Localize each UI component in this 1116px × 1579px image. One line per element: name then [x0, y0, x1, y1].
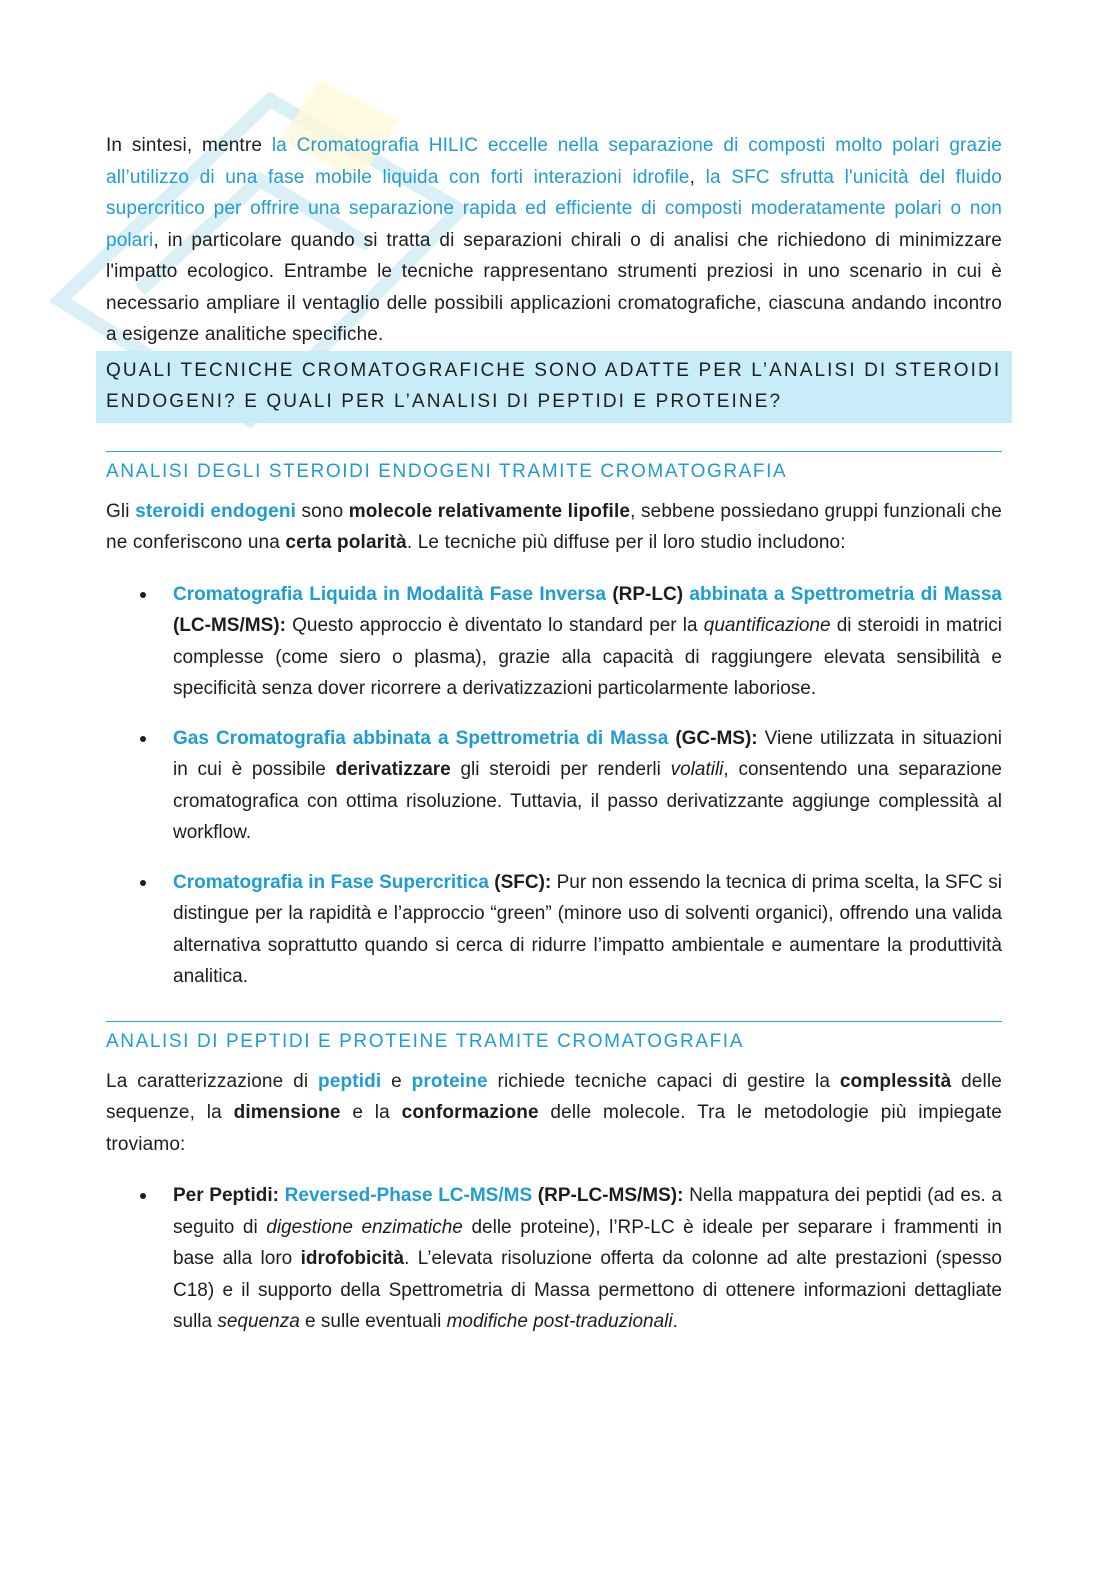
- peptides-intro-paragraph: [106, 1066, 1002, 1161]
- text-run: peptidi: [317, 1070, 382, 1092]
- text-run: Cromatografia Liquida in Modalità Fase Inversa: [173, 583, 606, 605]
- text-run: (GC-MS):: [668, 727, 758, 749]
- list-item: [106, 1180, 1002, 1338]
- text-run: molecole relativamente lipofile: [348, 500, 631, 522]
- text-run: la SFC sfrutta l'unicità del fluido supercritico per offrire una separazione rapida ed efficiente di composti moderatamente polari o non polari: [106, 166, 1003, 251]
- bullet-dot-icon: [140, 736, 146, 742]
- text-run: (LC-MS/MS):: [173, 615, 286, 636]
- text-run: Nella mappatura dei peptidi (ad es. a seguito di: [173, 1185, 1002, 1238]
- text-run: dimensione: [233, 1102, 341, 1123]
- text-run: richiede tecniche capaci di gestire la: [487, 1070, 840, 1092]
- text-run: volatili: [670, 759, 724, 780]
- text-run: derivatizzare: [335, 759, 451, 780]
- text-run: , sebbene possiedano gruppi funzionali che ne conferiscono una: [106, 500, 1002, 553]
- text-run: , in particolare quando si tratta di separazioni chirali o di analisi che richiedono di minimizzare l'impatto ecologico. Entrambe le tecniche rappresentano strumenti preziosi in uno scenario in cui è necessario ampliare il ventaglio delle possibili applicazioni cromatografiche, ciascuna andando incontro a esigenze analitiche specifiche.: [106, 229, 1002, 345]
- text-run: Gli: [106, 500, 136, 522]
- text-run: delle molecole. Tra le metodologie più impiegate troviamo:: [106, 1102, 1002, 1155]
- bullet-dot-icon: [140, 1193, 146, 1199]
- text-run: proteine: [411, 1070, 488, 1092]
- text-run: di steroidi in matrici complesse (come siero o plasma), grazie alla capacità di raggiungere elevata sensibilità e specificità senza dover ricorrere a derivatizzazioni particolarmente laboriose.: [173, 615, 1003, 699]
- text-run: e: [381, 1070, 412, 1092]
- text-run: Reversed-Phase LC-MS/MS: [284, 1185, 533, 1206]
- text-run: Cromatografia in Fase Supercritica: [173, 871, 489, 893]
- steroids-intro-paragraph: [106, 496, 1002, 559]
- text-run: certa polarità: [285, 532, 407, 553]
- text-run: complessità: [839, 1070, 952, 1092]
- text-run: Viene utilizzata in situazioni in cui è possibile: [173, 727, 1002, 780]
- list-item-text: [173, 723, 1002, 849]
- text-run: la Cromatografia HILIC eccelle nella separazione di composti molto polari grazie all’utilizzo di una fase mobile liquida con forti interazioni idrofile: [106, 135, 1002, 188]
- text-run: e sulle eventuali: [299, 1311, 447, 1332]
- text-run: (SFC):: [488, 871, 552, 893]
- text-run: Questo approccio è diventato lo standard per la: [285, 615, 704, 636]
- list-item-text: [173, 867, 1002, 993]
- text-run: quantificazione: [703, 615, 831, 636]
- list-item: [106, 867, 1002, 993]
- bullet-dot-icon: [140, 592, 146, 598]
- peptides-technique-list: [106, 1180, 1002, 1338]
- steroids-technique-list: [106, 579, 1002, 993]
- list-item-text: [173, 1180, 1002, 1338]
- list-item: [106, 723, 1002, 849]
- text-run: conformazione: [401, 1102, 539, 1123]
- section-heading-peptides: ANALISI DI PEPTIDI E PROTEINE TRAMITE CROMATOGRAFIA: [106, 1021, 1002, 1054]
- text-run: (RP-LC-MS/MS):: [532, 1185, 684, 1206]
- bullet-dot-icon: [140, 880, 146, 886]
- text-run: , consentendo una separazione cromatografica con ottima risoluzione. Tuttavia, il passo derivatizzante aggiunge complessità al workflow.: [173, 759, 1002, 843]
- text-run: Gas Cromatografia abbinata a Spettrometria di Massa: [173, 727, 669, 749]
- text-run: delle proteine), l’RP-LC è ideale per separare i frammenti in base alla loro: [173, 1216, 1002, 1269]
- text-run: In sintesi, mentre: [106, 135, 272, 156]
- text-run: modifiche post-traduzionali: [446, 1311, 673, 1332]
- text-run: .: [672, 1311, 678, 1332]
- text-run: . Le tecniche più diffuse per il loro studio includono:: [406, 532, 846, 553]
- text-run: abbinata a Spettrometria di Massa: [689, 583, 1003, 605]
- text-run: (RP-LC): [605, 583, 690, 605]
- text-run: sono: [296, 500, 349, 522]
- text-run: Pur non essendo la tecnica di prima scelta, la SFC si distingue per la rapidità e l’approccio “green” (minore uso di solventi organici), offrendo una valida alternativa soprattutto quando si cerca di ridurre l’impatto ambientale e aumentare la produttività analitica.: [173, 871, 1002, 987]
- text-run: e la: [340, 1102, 402, 1123]
- text-run: digestione enzimatiche: [266, 1216, 463, 1238]
- content-column: [106, 130, 1002, 1356]
- section-heading-steroids: ANALISI DEGLI STEROIDI ENDOGENI TRAMITE CROMATOGRAFIA: [106, 451, 1002, 484]
- text-run: La caratterizzazione di: [106, 1070, 318, 1092]
- text-run: . L’elevata risoluzione offerta da colonne ad alte prestazioni (spesso C18) e il supporto della Spettrometria di Massa permettono di ottenere informazioni dettagliate sulla: [173, 1248, 1002, 1332]
- list-item-text: [173, 579, 1002, 705]
- text-run: Per Peptidi:: [173, 1185, 285, 1206]
- question-box: QUALI TECNICHE CROMATOGRAFICHE SONO ADATTE PER L’ANALISI DI STEROIDI ENDOGENI? E QUALI PER L’ANALISI DI PEPTIDI E PROTEINE?: [96, 351, 1012, 423]
- list-item: [106, 579, 1002, 705]
- text-run: sequenza: [217, 1311, 300, 1332]
- text-run: idrofobicità: [300, 1248, 405, 1269]
- text-run: steroidi endogeni: [135, 500, 297, 522]
- text-run: gli steroidi per renderli: [450, 759, 671, 780]
- text-run: ,: [689, 166, 706, 188]
- intro-paragraph: [106, 130, 1002, 351]
- text-run: delle sequenze, la: [106, 1070, 1002, 1123]
